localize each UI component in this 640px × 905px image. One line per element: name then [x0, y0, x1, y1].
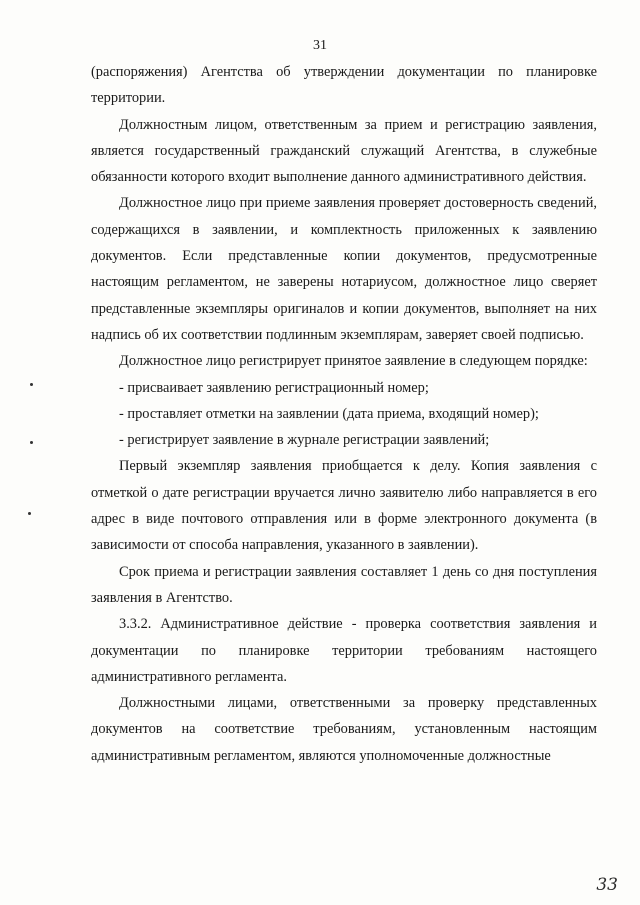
list-item: - проставляет отметки на заявлении (дата приема, входящий номер);: [119, 405, 539, 422]
paragraph-responsible-official: Должностным лицом, ответственным за прием и регистрацию заявления, является государственный гражданский служащий Агентства, в служебные обязанности которого входит выполнение данного административного действия.: [91, 116, 597, 186]
scan-speck: [28, 512, 31, 515]
paragraph-verification: Должностное лицо при приеме заявления проверяет достоверность сведений, содержащихся в заявлении, и комплектность приложенных к заявлению документов. Если представленные копии документов, предусмотренные настоящим регламентом, не заверены нотариусом, должностное лицо сверяет представленные экземпляры оригиналов и копии документов, выполняет на них надпись об их соответствии подлинным экземплярам, заверяет своей подписью.: [91, 195, 597, 343]
paragraph-continuation: (распоряжения) Агентства об утверждении документации по планировке территории.: [91, 64, 597, 107]
scan-speck: [30, 383, 33, 386]
paragraph-deadline: Срок приема и регистрации заявления составляет 1 день со дня поступления заявления в Агентство.: [91, 563, 597, 606]
document-body: [91, 59, 597, 769]
handwritten-page-number: 33: [596, 875, 618, 895]
paragraph-officials-check: Должностными лицами, ответственными за проверку представленных документов на соответствие требованиям, установленным настоящим административным регламентом, являются уполномоченные должностные: [91, 695, 597, 764]
paragraph-registration-order: Должностное лицо регистрирует принятое заявление в следующем порядке:: [119, 353, 588, 370]
list-item: - регистрирует заявление в журнале регистрации заявлений;: [119, 432, 490, 449]
scan-speck: [30, 441, 33, 444]
paragraph-section-3-3-2: 3.3.2. Административное действие - проверка соответствия заявления и документации по планировке территории требованиям настоящего административного регламента.: [91, 616, 597, 685]
list-item: - присваивает заявлению регистрационный номер;: [119, 379, 429, 396]
paragraph-first-copy: Первый экземпляр заявления приобщается к делу. Копия заявления с отметкой о дате регистрации вручается лично заявителю либо направляется в его адрес в виде почтового отправления или в форме электронного документа (в зависимости от способа направления, указанного в заявлении).: [91, 458, 597, 554]
page-number: 31: [313, 38, 327, 53]
